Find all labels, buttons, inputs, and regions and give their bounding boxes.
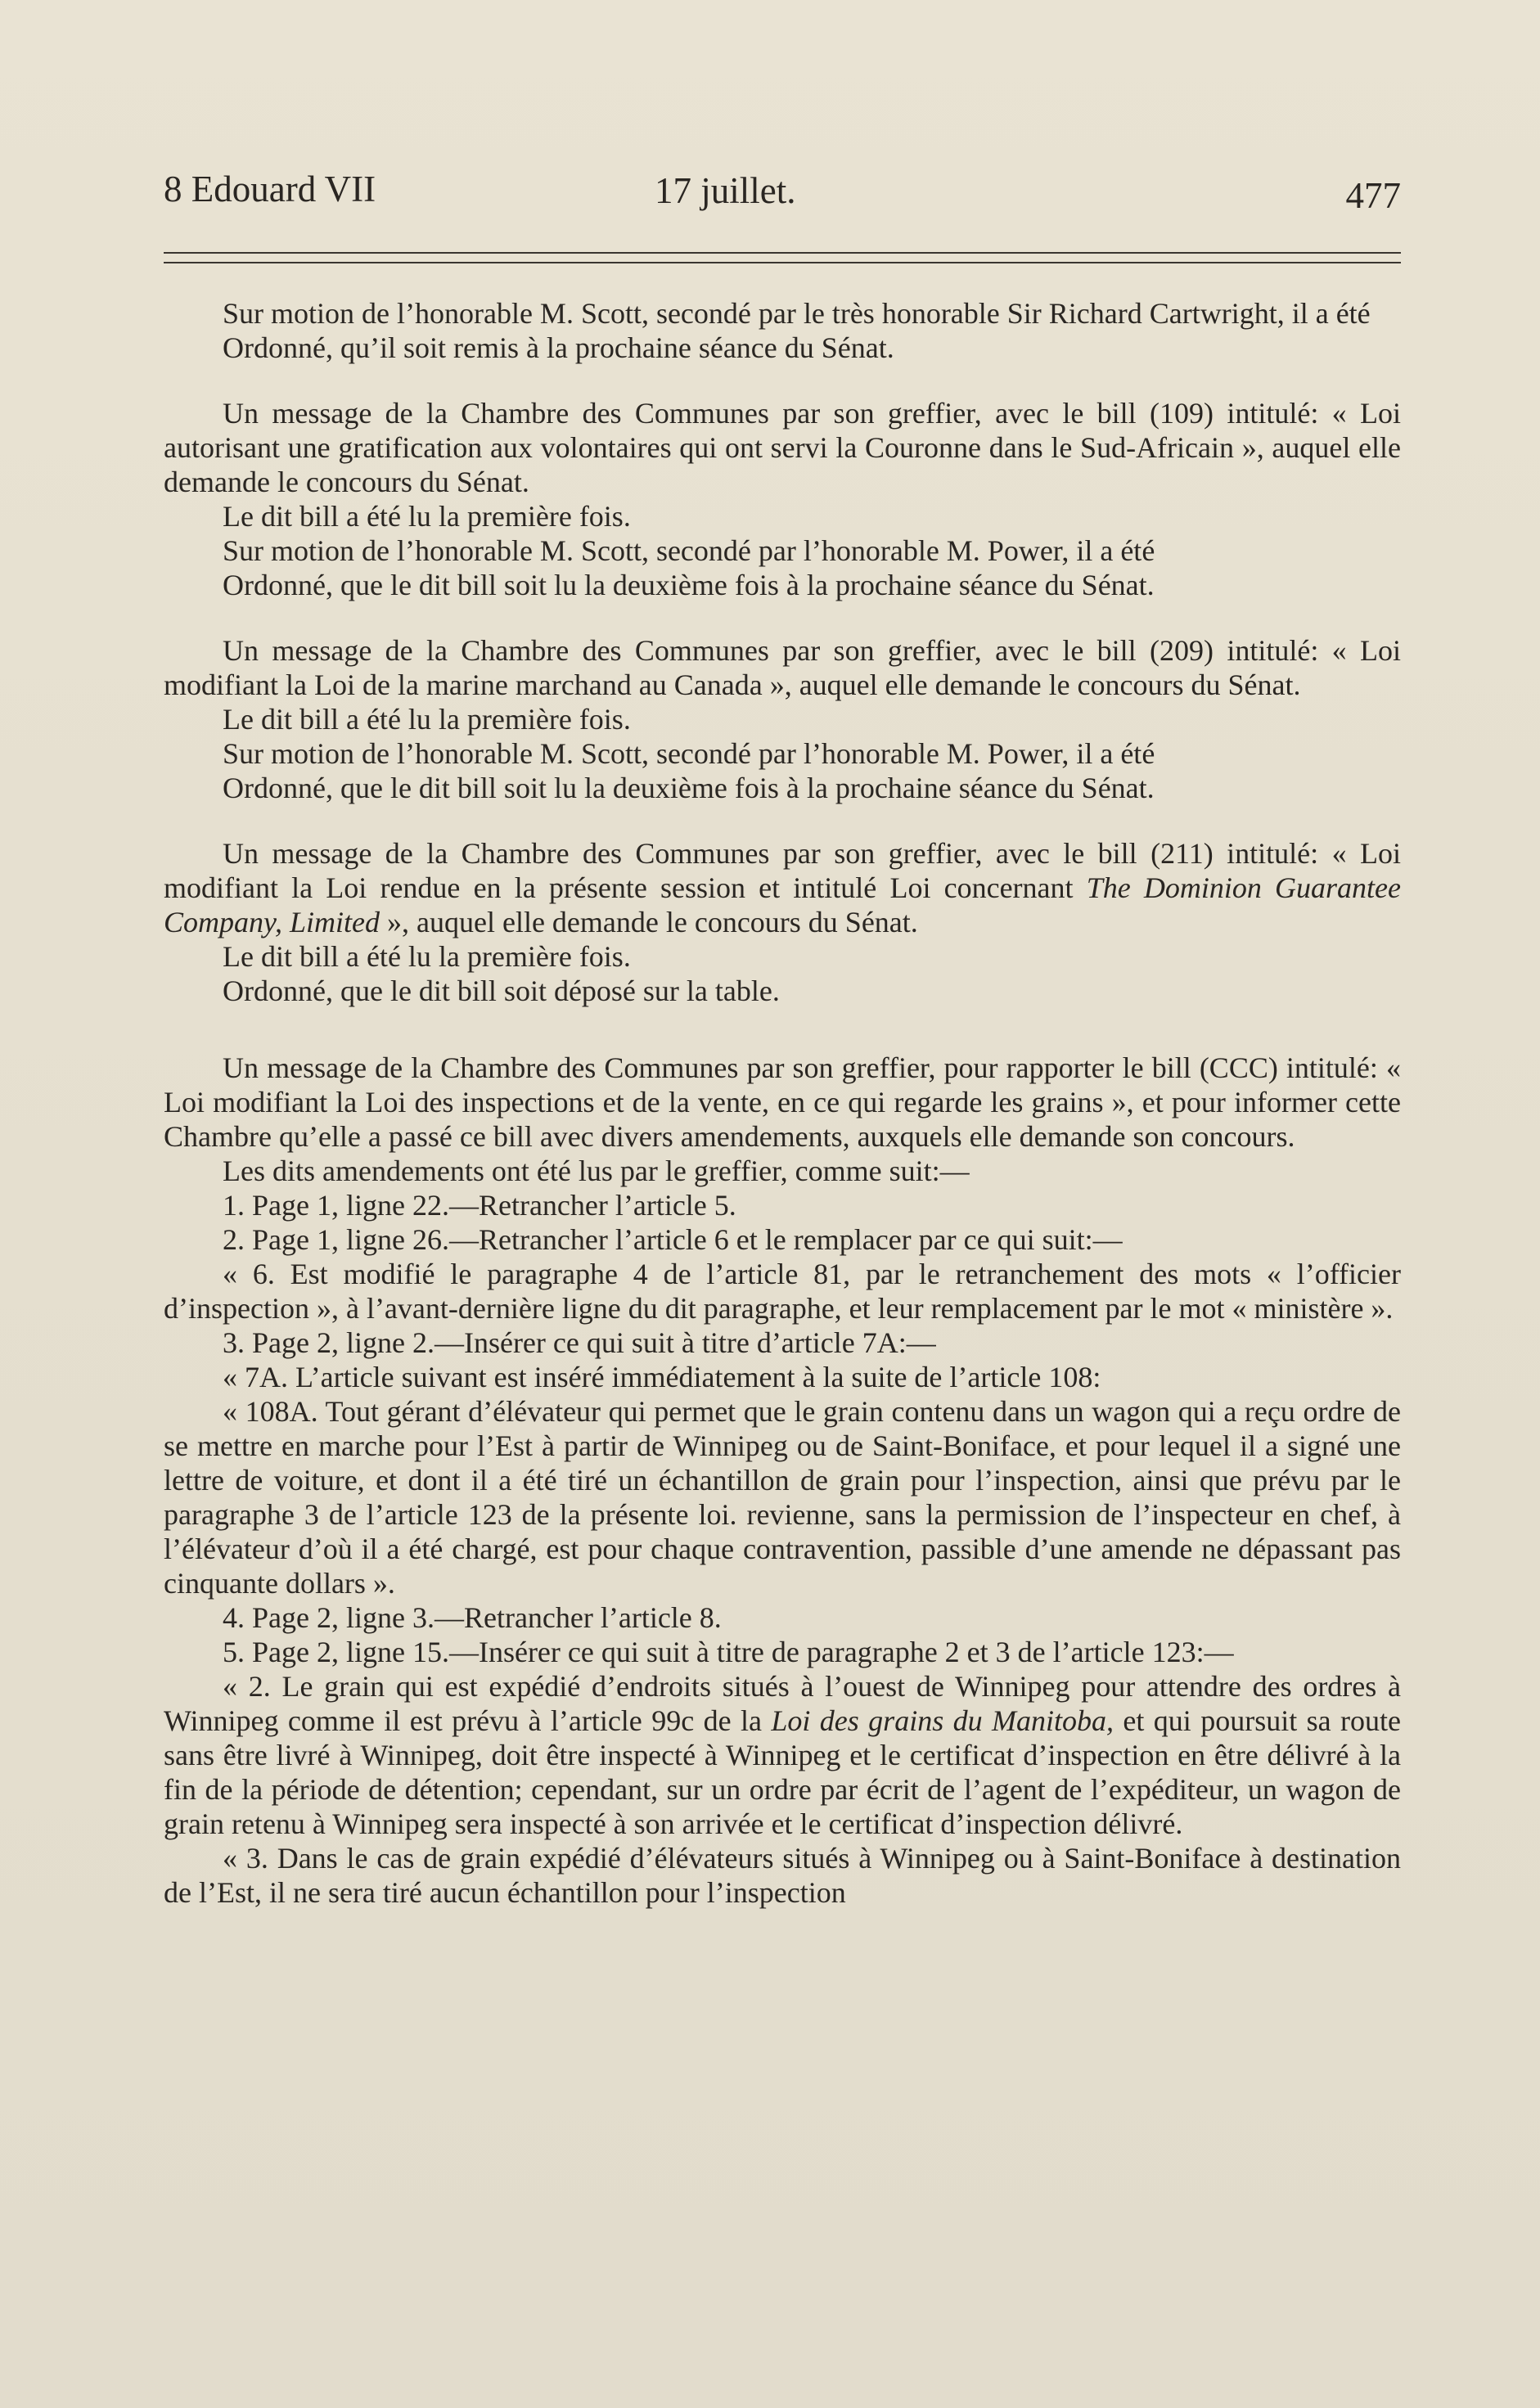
paragraph bbox=[164, 836, 1401, 939]
company-name: The Dominion Guarantee Company, Limited bbox=[164, 871, 1401, 938]
paragraph-text: et qui poursuit sa route sans être livré à Winnipeg, doit être inspecté à Winnipeg et le certificat d’inspection en être délivré à la fin de la période de détention; cependant, sur un ordre par écrit de l’agent de l’expéditeur, un wagon de grain retenu à Winnipeg sera inspecté à son arrivée et le certificat d’inspection délivré. bbox=[164, 1704, 1401, 1840]
paragraph: Le dit bill a été lu la première fois. bbox=[223, 500, 631, 533]
paragraph: 2. Page 1, ligne 26.—Retrancher l’article 6 et le remplacer par ce qui suit:— bbox=[223, 1223, 1123, 1256]
paragraph-text: « 2. Le grain qui est expédié d’endroits situés à l’ouest de Winnipeg pour attendre des ordres à Winnipeg comme il est prévu à l’article 99c de la bbox=[164, 1670, 1401, 1737]
paragraph: 1. Page 1, ligne 22.—Retrancher l’article 5. bbox=[223, 1189, 736, 1222]
paragraph: « 108A. Tout gérant d’élévateur qui permet que le grain contenu dans un wagon qui a reçu ordre de se mettre en marche pour l’Est à partir de Winnipeg ou de Saint-Boniface, et pour lequel il a signé une lettre de voiture, et dont il a été tiré un échantillon de grain pour l’inspection, ainsi que prévu par le paragraphe 3 de l’article 123 de la présente loi. revienne, sans la permission de l’inspecteur en chef, à l’élévateur d’où il a été chargé, est pour chaque contravention, passible d’une amende ne dépassant pas cinquante dollars ». bbox=[164, 1395, 1401, 1600]
page-header bbox=[164, 168, 1401, 217]
paragraph: « 3. Dans le cas de grain expédié d’élévateurs situés à Winnipeg ou à Saint-Boniface à destination de l’Est, il ne sera tiré aucun échantillon pour l’inspection bbox=[164, 1842, 1401, 1909]
paragraph-text: », auquel elle demande le concours du Sénat. bbox=[380, 906, 918, 938]
header-regnal-year: 8 Edouard VII bbox=[164, 169, 376, 209]
header-date: 17 juillet. bbox=[655, 170, 796, 211]
paragraph: Ordonné, que le dit bill soit déposé sur la table. bbox=[223, 974, 780, 1007]
paragraph: Un message de la Chambre des Communes par son greffier, avec le bill (209) intitulé: « Loi modifiant la Loi de la marine marchand au Canada », auquel elle demande le concours du Sénat. bbox=[164, 634, 1401, 701]
paragraph: « 7A. L’article suivant est inséré immédiatement à la suite de l’article 108: bbox=[223, 1361, 1101, 1393]
paragraph: 4. Page 2, ligne 3.—Retrancher l’article 8. bbox=[223, 1601, 722, 1634]
paragraph: Sur motion de l’honorable M. Scott, secondé par l’honorable M. Power, il a été bbox=[223, 737, 1155, 770]
paragraph-text: Un message de la Chambre des Communes par son greffier, avec le bill (211) intitulé: « Loi modifiant la Loi rendue en la présente session et intitulé Loi concernant bbox=[164, 837, 1401, 904]
paragraph: Le dit bill a été lu la première fois. bbox=[223, 703, 631, 736]
statute-name: Loi des grains du Manitoba, bbox=[771, 1704, 1114, 1737]
paragraph: Ordonné, que le dit bill soit lu la deuxième fois à la prochaine séance du Sénat. bbox=[223, 569, 1155, 601]
header-page-number: 477 bbox=[1345, 175, 1401, 216]
paragraph: 5. Page 2, ligne 15.—Insérer ce qui suit à titre de paragraphe 2 et 3 de l’article 123:— bbox=[223, 1636, 1234, 1668]
paragraph bbox=[164, 1669, 1401, 1841]
page-body bbox=[164, 296, 1401, 1910]
header-rule-bottom bbox=[164, 262, 1401, 263]
paragraph: Sur motion de l’honorable M. Scott, secondé par le très honorable Sir Richard Cartwright, il a été bbox=[223, 297, 1371, 330]
paragraph: Sur motion de l’honorable M. Scott, secondé par l’honorable M. Power, il a été bbox=[223, 534, 1155, 567]
paragraph: Un message de la Chambre des Communes par son greffier, avec le bill (109) intitulé: « Loi autorisant une gratification aux volontaires qui ont servi la Couronne dans le Sud-Africain », auquel elle demande le concours du Sénat. bbox=[164, 397, 1401, 498]
paragraph: Le dit bill a été lu la première fois. bbox=[223, 940, 631, 973]
paragraph: Ordonné, que le dit bill soit lu la deuxième fois à la prochaine séance du Sénat. bbox=[223, 772, 1155, 804]
paragraph: Un message de la Chambre des Communes par son greffier, pour rapporter le bill (CCC) intitulé: « Loi modifiant la Loi des inspections et de la vente, en ce qui regarde les grains », et pour informer cette Chambre qu’elle a passé ce bill avec divers amendements, auxquels elle demande son concours. bbox=[164, 1051, 1401, 1153]
paragraph: Ordonné, qu’il soit remis à la prochaine séance du Sénat. bbox=[223, 331, 894, 364]
header-rule-top bbox=[164, 252, 1401, 254]
paragraph: Les dits amendements ont été lus par le greffier, comme suit:— bbox=[223, 1154, 970, 1187]
paragraph: « 6. Est modifié le paragraphe 4 de l’article 81, par le retranchement des mots « l’officier d’inspection », à l’avant-dernière ligne du dit paragraphe, et leur remplacement par le mot « ministère ». bbox=[164, 1258, 1401, 1325]
paragraph: 3. Page 2, ligne 2.—Insérer ce qui suit à titre d’article 7A:— bbox=[223, 1326, 936, 1359]
